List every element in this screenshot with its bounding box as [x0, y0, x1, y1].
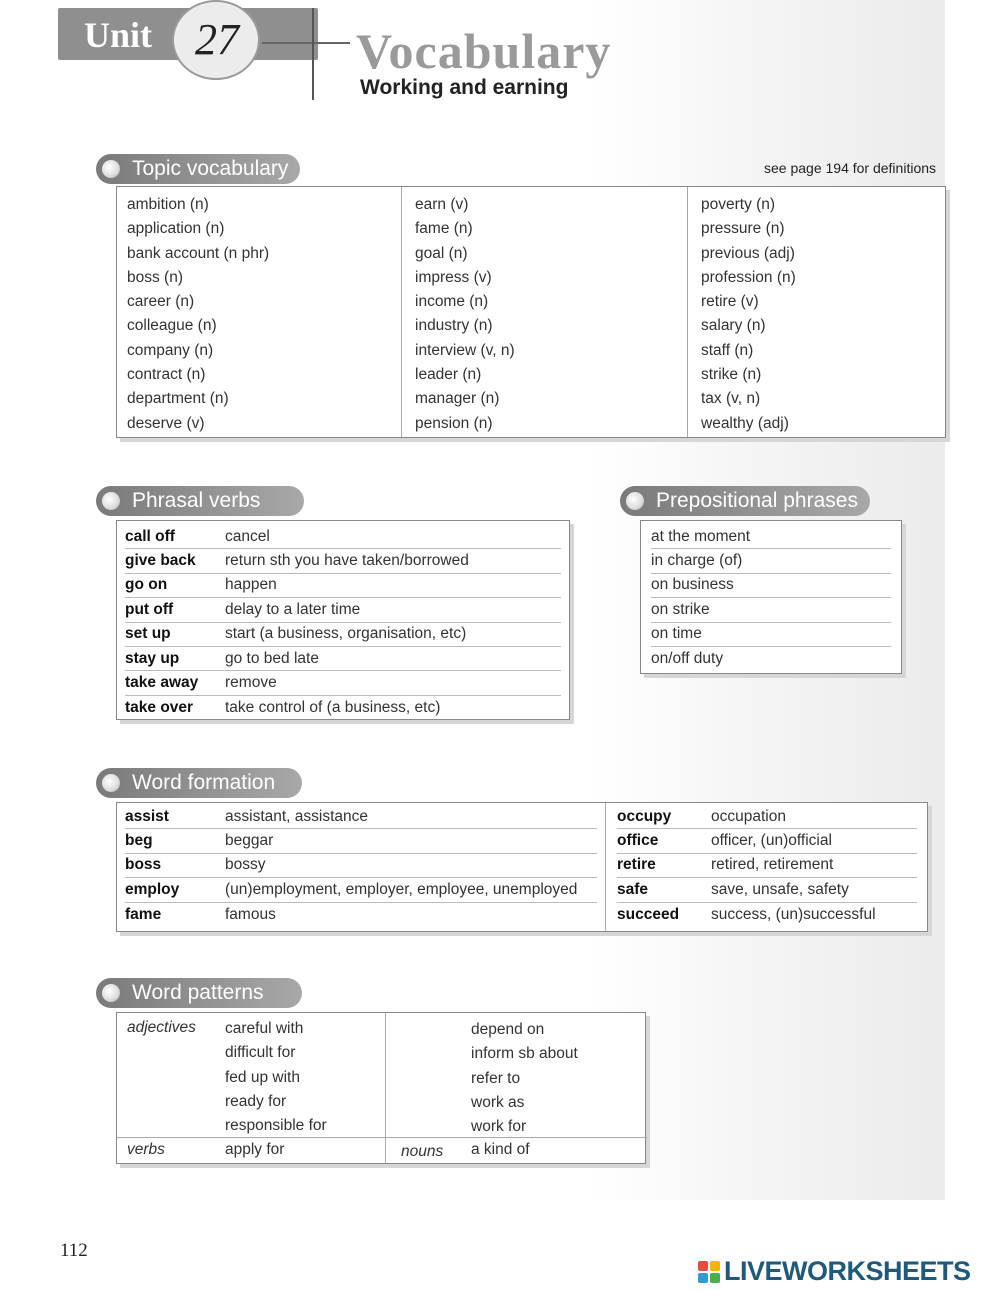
vocab-word: strike (n) — [701, 366, 762, 384]
derived-forms: (un)employment, employer, employee, unemployed — [225, 880, 578, 898]
vocab-word: staff (n) — [701, 341, 754, 359]
vocab-word: profession (n) — [701, 268, 796, 286]
section-heading-label: Phrasal verbs — [132, 489, 261, 512]
derived-forms: famous — [225, 905, 276, 923]
adjectives-label: adjectives — [127, 1019, 196, 1036]
section-heading-label: Topic vocabulary — [132, 157, 289, 180]
column-divider — [605, 803, 606, 931]
vocab-word: company (n) — [127, 341, 214, 359]
bullet-icon — [102, 984, 120, 1002]
adjective-pattern: responsible for — [225, 1117, 327, 1135]
word-formation-right-table — [607, 805, 927, 927]
section-heading-word-patterns — [96, 978, 302, 1008]
table-row — [125, 671, 561, 695]
base-word: retire — [617, 856, 656, 874]
table-row — [617, 805, 917, 829]
vocab-word: application (n) — [127, 220, 225, 238]
phrasal-verb-meaning: remove — [225, 674, 277, 692]
vocab-word: contract (n) — [127, 366, 206, 384]
verbs-label: verbs — [127, 1141, 165, 1158]
verb-pattern: work as — [471, 1093, 525, 1111]
brand-icon-tile — [710, 1273, 720, 1283]
base-word: boss — [125, 856, 162, 874]
phrasal-verb: give back — [125, 552, 196, 570]
table-row — [651, 598, 891, 622]
table-row — [617, 903, 917, 927]
adjective-pattern: ready for — [225, 1092, 287, 1110]
phrasal-verbs-box — [116, 520, 570, 720]
brand-icon-tile — [698, 1261, 708, 1271]
vocab-word: pressure (n) — [701, 220, 785, 238]
table-row — [617, 829, 917, 853]
adjective-pattern: fed up with — [225, 1068, 300, 1086]
word-formation-left-table — [117, 805, 605, 927]
table-row — [651, 525, 891, 549]
phrasal-verb-meaning: return sth you have taken/borrowed — [225, 552, 469, 570]
definitions-note: see page 194 for definitions — [764, 160, 937, 176]
bullet-icon — [626, 492, 644, 510]
word-formation-box — [116, 802, 928, 932]
prepositional-phrase: on/off duty — [651, 650, 724, 668]
prepositional-phrase: on time — [651, 625, 702, 643]
brand-logo — [698, 1256, 971, 1287]
phrasal-verb: go on — [125, 576, 168, 594]
brand-icon-tile — [710, 1261, 720, 1271]
brand-name: LIVEWORKSHEETS — [724, 1256, 971, 1286]
prepositional-phrase: on strike — [651, 600, 710, 618]
title-divider — [312, 8, 314, 100]
table-row — [125, 623, 561, 647]
bullet-icon — [102, 160, 120, 178]
phrasal-verbs-table — [117, 525, 569, 720]
base-word: office — [617, 832, 659, 850]
verb-patterns — [471, 1018, 578, 1139]
base-word: occupy — [617, 807, 672, 825]
derived-forms: occupation — [711, 807, 786, 825]
table-row — [617, 878, 917, 902]
brand-icon — [698, 1261, 720, 1283]
vocab-word: impress (v) — [415, 268, 492, 286]
column-divider — [687, 187, 688, 437]
vocab-word: salary (n) — [701, 317, 766, 335]
vocab-word: earn (v) — [415, 196, 469, 213]
page-title: Vocabulary — [356, 23, 612, 79]
section-heading-label: Word patterns — [132, 981, 264, 1004]
table-row — [125, 805, 597, 829]
prepositional-phrases-box — [640, 520, 902, 674]
unit-number: 27 — [195, 15, 239, 64]
verb-pattern: depend on — [471, 1021, 545, 1038]
prepositional-phrase: on business — [651, 576, 734, 594]
vocab-word: interview (v, n) — [415, 341, 515, 359]
prepositional-phrase: in charge (of) — [651, 552, 743, 570]
topic-vocabulary-box — [116, 186, 946, 438]
vocab-word: wealthy (adj) — [701, 414, 789, 432]
phrasal-verb-meaning: go to bed late — [225, 649, 319, 667]
phrasal-verb-meaning: delay to a later time — [225, 600, 361, 618]
vocab-word: bank account (n phr) — [127, 244, 270, 262]
phrasal-verb-meaning: happen — [225, 576, 277, 594]
derived-forms: save, unsafe, safety — [711, 880, 849, 898]
table-row — [125, 829, 597, 853]
phrasal-verb: stay up — [125, 649, 180, 667]
table-row — [125, 598, 561, 622]
phrasal-verb-meaning: take control of (a business, etc) — [225, 698, 441, 716]
vocab-word: pension (n) — [415, 414, 493, 432]
verb-pattern: refer to — [471, 1069, 521, 1087]
vocab-word: industry (n) — [415, 317, 493, 335]
table-row — [125, 525, 561, 549]
base-word: beg — [125, 832, 153, 850]
vocab-column-2 — [415, 193, 515, 437]
bullet-icon — [102, 492, 120, 510]
vocab-word: colleague (n) — [127, 317, 217, 335]
derived-forms: officer, (un)official — [711, 832, 832, 850]
verb-pattern: apply for — [225, 1141, 285, 1158]
section-heading-topic-vocabulary — [96, 154, 300, 184]
vocab-column-1 — [127, 193, 269, 437]
table-row — [651, 574, 891, 598]
phrasal-verb-meaning: start (a business, organisation, etc) — [225, 625, 467, 643]
table-row — [125, 696, 561, 720]
vocab-word: career (n) — [127, 293, 195, 311]
vocab-word: poverty (n) — [701, 196, 776, 213]
verb-pattern: work for — [471, 1118, 527, 1136]
vocab-word: income (n) — [415, 293, 489, 311]
table-row — [651, 623, 891, 647]
table-row — [125, 549, 561, 573]
brand-icon-tile — [698, 1273, 708, 1283]
section-heading-phrasal-verbs — [96, 486, 304, 516]
vocab-word: department (n) — [127, 390, 229, 408]
adjective-pattern: difficult for — [225, 1044, 296, 1062]
vocab-word: manager (n) — [415, 390, 500, 408]
table-row — [617, 854, 917, 878]
base-word: fame — [125, 905, 162, 923]
page-number: 112 — [60, 1240, 88, 1261]
vocab-column-3 — [701, 193, 796, 437]
noun-pattern: a kind of — [471, 1141, 530, 1158]
nouns-label: nouns — [401, 1143, 444, 1160]
adjective-pattern: careful with — [225, 1020, 304, 1037]
derived-forms: bossy — [225, 856, 266, 874]
column-divider — [401, 187, 402, 437]
section-heading-word-formation — [96, 768, 302, 798]
table-row — [125, 854, 597, 878]
phrasal-verb: put off — [125, 600, 174, 618]
prepositional-phrase: at the moment — [651, 527, 751, 545]
prepositional-phrases-table — [641, 525, 901, 671]
phrasal-verb-meaning: cancel — [225, 527, 270, 545]
vocab-word: goal (n) — [415, 244, 468, 262]
page-subtitle: Working and earning — [360, 76, 569, 99]
word-patterns-box — [116, 1012, 646, 1164]
column-divider — [385, 1013, 386, 1163]
vocab-word: tax (v, n) — [701, 390, 761, 408]
vocab-word: leader (n) — [415, 366, 482, 384]
table-row — [125, 878, 597, 902]
section-heading-label: Prepositional phrases — [656, 489, 858, 512]
verb-pattern: inform sb about — [471, 1045, 578, 1063]
base-word: succeed — [617, 905, 680, 923]
phrasal-verb: take over — [125, 698, 194, 716]
section-heading-prepositional-phrases — [620, 486, 870, 516]
table-row — [651, 549, 891, 573]
unit-label: Unit — [84, 15, 153, 55]
vocab-word: boss (n) — [127, 268, 183, 286]
base-word: employ — [125, 880, 180, 898]
base-word: safe — [617, 880, 649, 898]
title-rule — [262, 42, 350, 44]
table-row — [125, 647, 561, 671]
derived-forms: beggar — [225, 832, 274, 850]
vocab-word: previous (adj) — [701, 244, 795, 262]
vocab-word: retire (v) — [701, 293, 759, 311]
phrasal-verb: take away — [125, 674, 199, 692]
base-word: assist — [125, 807, 169, 825]
table-row — [125, 574, 561, 598]
phrasal-verb: set up — [125, 625, 171, 643]
adjective-patterns — [225, 1017, 327, 1138]
phrasal-verb: call off — [125, 527, 175, 545]
table-row — [125, 903, 597, 927]
derived-forms: retired, retirement — [711, 856, 834, 874]
derived-forms: success, (un)successful — [711, 905, 876, 923]
vocab-word: ambition (n) — [127, 196, 209, 213]
section-heading-label: Word formation — [132, 771, 276, 794]
vocab-word: fame (n) — [415, 220, 473, 238]
vocab-word: deserve (v) — [127, 414, 205, 432]
derived-forms: assistant, assistance — [225, 807, 369, 825]
bullet-icon — [102, 774, 120, 792]
table-row — [651, 647, 891, 671]
